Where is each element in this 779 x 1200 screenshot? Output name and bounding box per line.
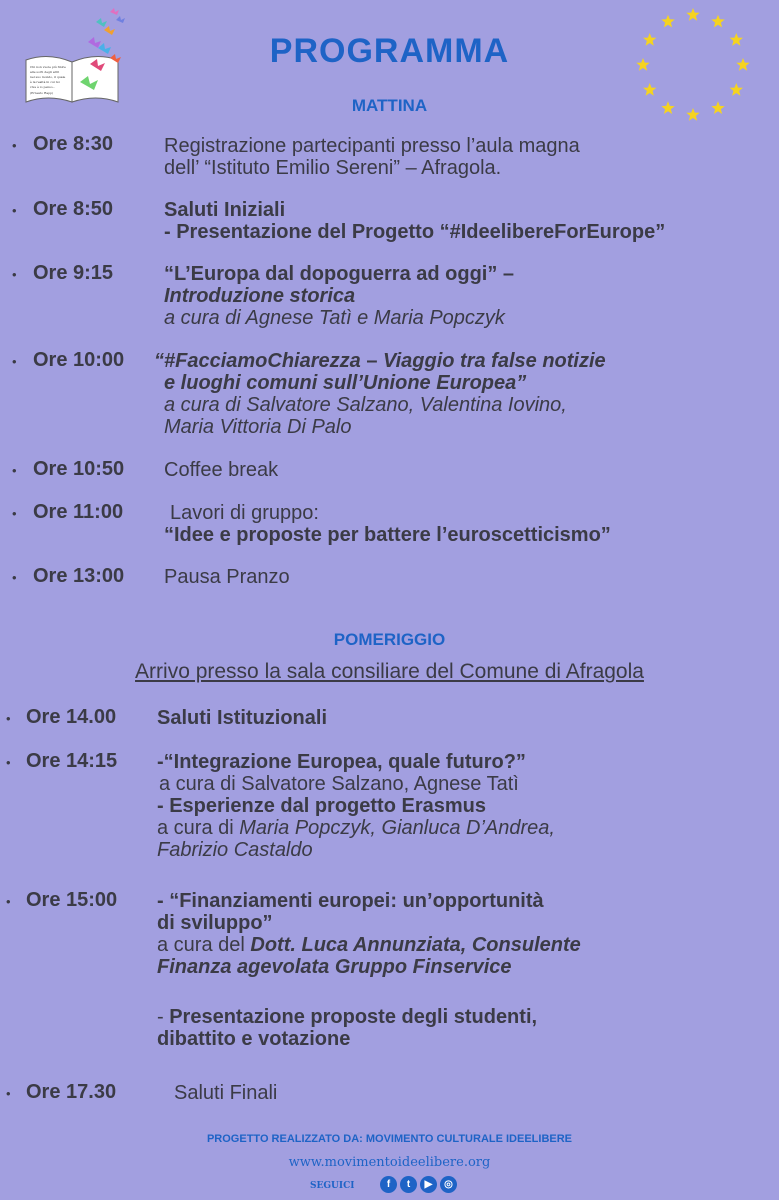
svg-text:Chi non vuole più finire: Chi non vuole più finire — [30, 65, 66, 69]
time-label: Ore 14:15 — [26, 750, 118, 772]
time-label: Ore 17.30 — [26, 1081, 117, 1103]
item-description: Coffee break — [164, 459, 279, 481]
afternoon-heading: POMERIGGIO — [333, 630, 446, 649]
time-label: Ore 15:00 — [26, 889, 118, 911]
item-description: Saluti Finali — [174, 1082, 278, 1104]
afternoon-subheading: Arrivo presso la sala consiliare del Comune di Afragola — [135, 660, 644, 683]
bullet: • — [6, 1086, 11, 1101]
item-description: -“Integrazione Europea, quale futuro?” a cura di Salvatore Salzano, Agnese Tatì - Esperienze dal progetto Erasmus a cura di Maria Popczyk, Gianluca D’Andrea, Fabrizio Castaldo — [157, 751, 555, 861]
time-label: Ore 13:00 — [33, 565, 125, 587]
item-description: Registrazione partecipanti presso l’aula magna dell’ “Istituto Emilio Sereni” – Afragola. — [164, 135, 580, 179]
page-title: PROGRAMMA — [269, 32, 510, 70]
item-description: Saluti Istituzionali — [157, 707, 328, 729]
website-link[interactable]: www.movimentoideelibere.org — [288, 1155, 491, 1170]
time-label: Ore 10:00 — [33, 349, 125, 371]
youtube-icon[interactable]: ▶ — [420, 1176, 437, 1193]
svg-text:alle sorti degli altri: alle sorti degli altri — [30, 70, 60, 74]
item-description: Lavori di gruppo: “Idee e proposte per battere l’euroscetticismo” — [164, 502, 611, 546]
item-description: “L’Europa dal dopoguerra ad oggi” – Introduzione storica a cura di Agnese Tatì e Maria Popczyk — [164, 263, 515, 329]
svg-text:nel suo mondo, il quale: nel suo mondo, il quale — [30, 75, 66, 79]
svg-text:vive è io penso...: vive è io penso... — [30, 85, 56, 89]
item-description: Saluti Iniziali - Presentazione del Progetto “#IdeelibereForEurope” — [164, 199, 666, 243]
time-label: Ore 8:30 — [33, 133, 114, 155]
follow-label: SEGUICI — [310, 1181, 355, 1191]
bullet: • — [6, 711, 11, 726]
star-icon — [711, 15, 724, 28]
bullet: • — [12, 354, 17, 369]
bullet: • — [6, 894, 11, 909]
item-description: Pausa Pranzo — [164, 566, 290, 588]
time-label: Ore 10:50 — [33, 458, 125, 480]
bullet: • — [12, 506, 17, 521]
star-icon — [686, 8, 699, 21]
time-label: Ore 11:00 — [33, 501, 124, 523]
bullet: • — [6, 755, 11, 770]
bullet: • — [12, 463, 17, 478]
twitter-icon[interactable]: t — [400, 1176, 417, 1193]
star-icon — [661, 15, 674, 28]
svg-text:(Ernesto Rapp): (Ernesto Rapp) — [30, 91, 54, 95]
bullet: • — [12, 203, 17, 218]
bullet: • — [12, 138, 17, 153]
item-description: - “Finanziamenti europei: un’opportunità di sviluppo” a cura del Dott. Luca Annunziata, Consulente Finanza agevolata Gruppo Finservice - Presentazione proposte degli studenti, dibattito e votazione — [157, 890, 581, 1050]
time-label: Ore 8:50 — [33, 198, 114, 220]
star-icon — [730, 83, 743, 96]
footer-credits: PROGETTO REALIZZATO DA: MOVIMENTO CULTURALE IDEELIBERE — [206, 1133, 573, 1145]
facebook-icon[interactable]: f — [380, 1176, 397, 1193]
morning-heading: MATTINA — [351, 96, 428, 115]
bullet: • — [12, 570, 17, 585]
time-label: Ore 9:15 — [33, 262, 114, 284]
bullet: • — [12, 267, 17, 282]
instagram-icon[interactable]: ◎ — [440, 1176, 457, 1193]
time-label: Ore 14.00 — [26, 706, 117, 728]
star-icon — [643, 83, 656, 96]
item-description: “#FacciamoChiarezza – Viaggio tra false notizie e luoghi comuni sull’Unione Europea” a cura di Salvatore Salzano, Valentina Iovino, Maria Vittoria Di Palo — [154, 350, 606, 438]
svg-text:è la realtà in cui lui: è la realtà in cui lui — [30, 80, 60, 84]
